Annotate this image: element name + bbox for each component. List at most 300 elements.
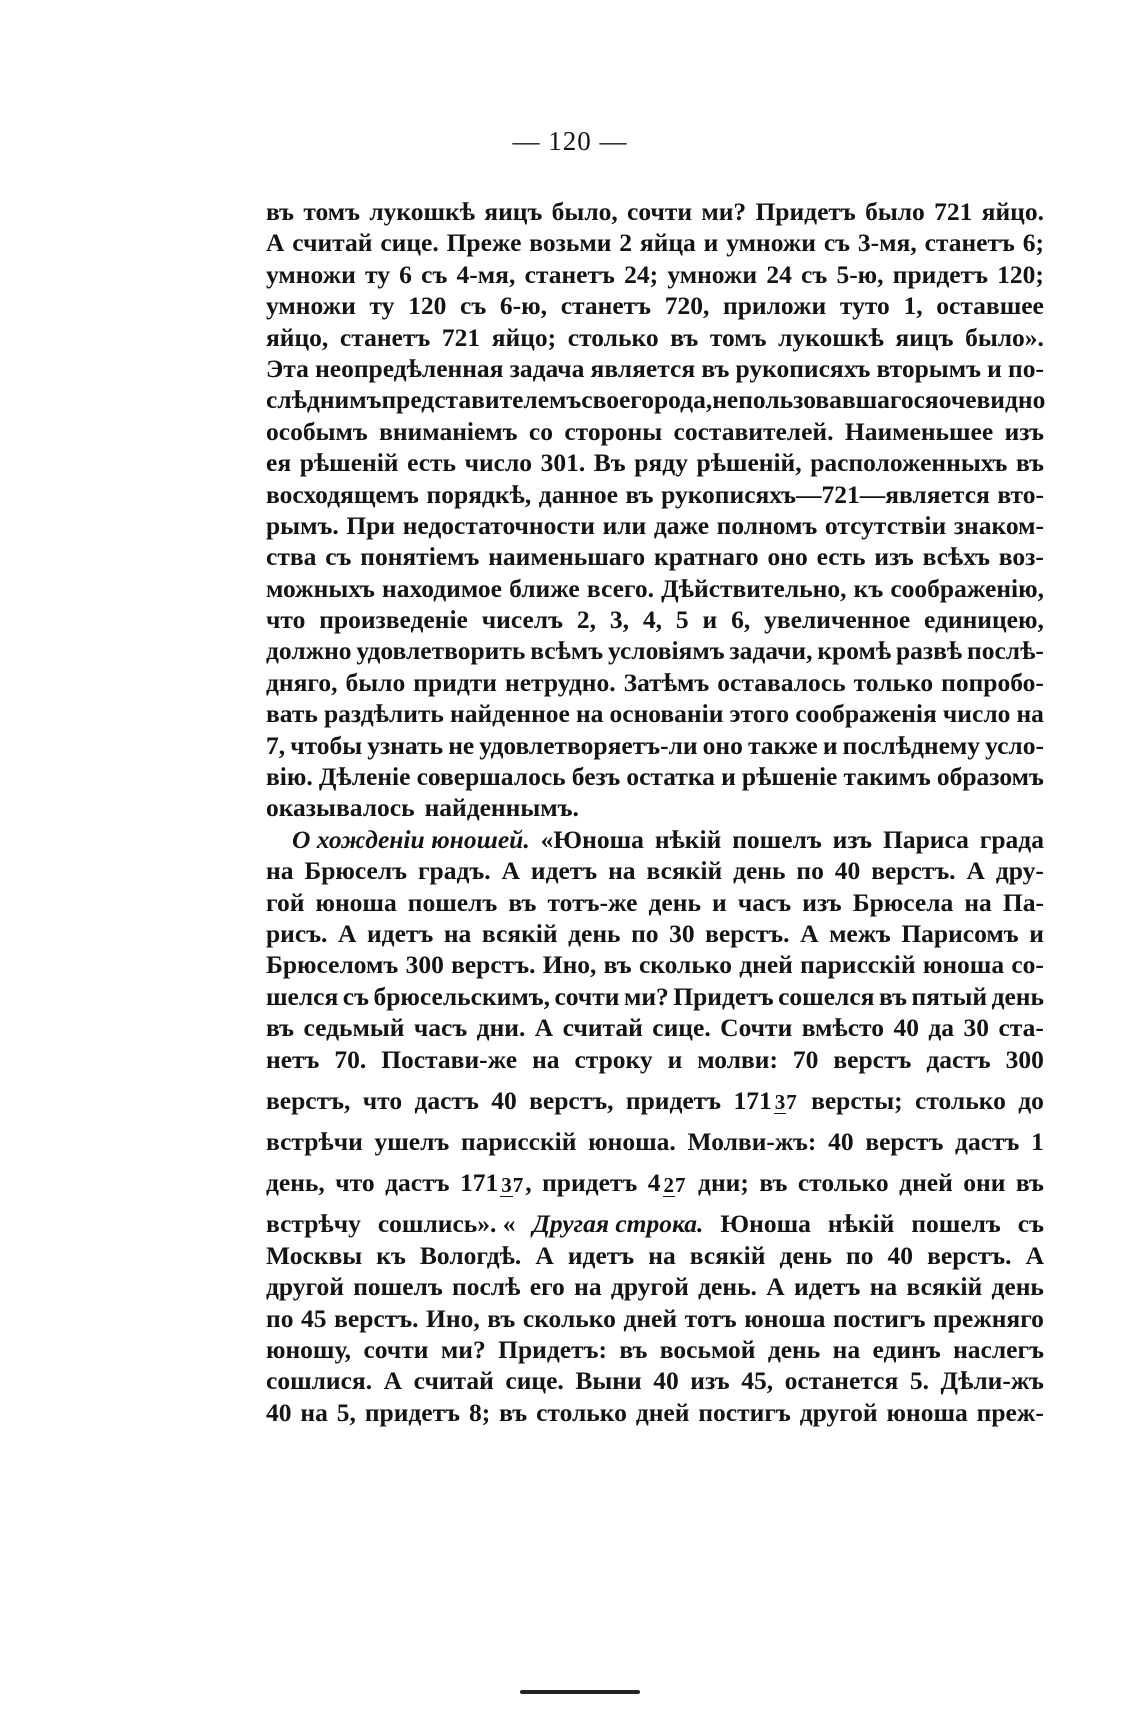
word: яицъ [895,322,954,352]
word: Сочти [720,1013,793,1043]
word: въ [619,1334,648,1364]
word: не [712,385,739,415]
mixed-fraction [733,1085,798,1116]
word: есть [816,542,866,572]
word: 6, [731,605,751,635]
word: Наименьшее [844,416,994,446]
word: А [383,1366,403,1396]
word: найденное [450,699,570,729]
word: вію. [266,762,313,792]
word: томъ [303,197,361,226]
word: вниманіемъ [379,416,518,446]
word: 4-мя, [456,259,516,289]
word: 24; [624,259,659,289]
fraction-numerator: 2 [663,1172,675,1197]
word: съ [823,228,851,258]
word: А [266,228,285,258]
word: вать [266,699,318,729]
word: 300 [405,950,444,980]
word: на [532,1044,560,1074]
word: данное [538,479,618,509]
word: рѣшеній, [696,448,802,478]
word: Дѣйствительно, [661,573,847,603]
word: считай [413,1366,494,1396]
word: въ [487,1303,516,1333]
word: 45 [301,1303,327,1333]
word: узнать [367,730,444,760]
word: и [987,353,1002,383]
word: Придетъ [673,981,774,1011]
word: совершалось [416,762,566,792]
word: всякій [481,918,558,948]
word: преж- [976,1397,1044,1427]
word: ряду [634,448,688,478]
word: своего [581,385,654,415]
word: станетъ [339,322,431,352]
word: 4, [642,605,662,635]
word: и [712,887,727,917]
word: 6-ю, [499,291,548,321]
word: на [300,1397,328,1427]
word: расположенныхъ [810,448,1008,478]
word: 7, [266,730,286,760]
word: даже [653,510,710,540]
text-line [266,1365,1044,1396]
word: туто [839,291,890,321]
word: оно [767,542,808,572]
word: дастъ [926,1044,991,1074]
word: Преже [446,228,522,258]
text-line [266,227,1044,258]
mixed-fraction [460,1167,532,1198]
word: тотъ-же [547,887,638,917]
text-line [266,918,1044,949]
word: слѣднимъ [266,385,382,415]
word: на [608,856,636,886]
word: 6 [399,259,412,289]
word: версты; [811,1085,903,1115]
word: прежняго [933,1303,1044,1333]
word: изъ [690,1366,730,1396]
word: града [979,824,1044,854]
word: въ [603,950,632,980]
word: соображенія [795,699,937,729]
word: идетъ [794,1272,861,1302]
word: находимое [382,573,502,603]
word: въ [508,887,537,917]
word: придетъ [364,1397,461,1427]
word: сице. [380,228,439,258]
word: яйца [639,228,696,258]
word: станетъ [560,291,652,321]
word: рукописяхъ [735,353,871,383]
mixed-fraction [648,1167,688,1198]
text-line [266,510,1044,541]
punct: , [525,1168,532,1198]
word: въ [670,322,699,352]
fraction-whole: 4 [647,1168,661,1198]
fraction-whole: 171 [459,1168,499,1198]
word: 5. [909,1366,929,1396]
word: умножи [266,259,356,289]
word: верстъ. [451,950,536,980]
word: парисскій [461,1126,577,1156]
word: Па- [1002,887,1044,917]
word: до [1018,1085,1044,1115]
word: дней [899,1168,953,1198]
word: въ [266,197,295,226]
word: да [928,1013,955,1043]
word: было [345,667,406,697]
word: основаніи [609,699,724,729]
word: юноша [922,950,1005,980]
word: молви: [697,1044,778,1074]
word: сколько [638,950,732,980]
word: что [335,1168,375,1198]
word: 24 [766,259,792,289]
word: Дѣленіе [318,762,411,792]
word: вторымъ [876,353,981,383]
word: день [991,981,1044,1011]
word: 40 [828,1126,854,1156]
word: съ [325,542,352,572]
word: Брюсела [852,887,954,917]
word: чиселъ [481,605,563,635]
word: А [766,1272,785,1302]
word: всего. [586,573,654,603]
word: должно [266,636,352,666]
word: сочти [554,981,620,1011]
fraction-denominator: 7 [512,1172,524,1197]
word: всѣмъ [530,636,604,666]
word: придетъ [542,1168,638,1198]
word: 40 [834,856,861,886]
word: 300 [1005,1044,1044,1074]
word: также [747,730,818,760]
word: сошлись». « [377,1209,516,1239]
word: пользовавшагося [738,385,939,415]
fraction-denominator: 7 [675,1172,686,1197]
word: задачи, [729,636,813,666]
text-line [266,479,1044,510]
word: Придетъ: [498,1334,607,1364]
word: 3-мя, [857,228,917,258]
word: дастъ [955,1126,1020,1156]
text-line [266,196,1044,227]
word: седьмый [303,1013,405,1043]
word: 40 [266,1397,292,1427]
word: представителемъ [381,385,582,415]
word: на [648,1240,676,1270]
word: послѣднему [842,730,981,760]
word: юношу, [266,1334,352,1364]
word: есть [407,448,457,478]
word: А [800,918,819,948]
word: съ [1017,1209,1044,1239]
word: сице. [652,1013,711,1043]
text-line [266,447,1044,478]
text-line [266,1397,1044,1428]
text-line [266,730,1044,761]
fraction [774,1091,797,1114]
text-line [266,290,1044,321]
word: и [667,1044,683,1074]
fraction-denominator: 7 [786,1090,797,1115]
word: чтобы [290,730,363,760]
word: сошлися. [266,1366,373,1396]
word: умножи [726,228,816,258]
word: они [963,1168,1006,1198]
word: вто- [997,479,1044,509]
word: нетрудно. [505,667,616,697]
word: найденнымъ. [424,793,579,823]
word: кратнаго [654,542,759,572]
word: градъ. [417,856,491,886]
word: что [362,1085,403,1115]
word: въ [878,981,907,1011]
word: встрѣчи [266,1126,363,1156]
word: оставшее [936,291,1044,321]
word: дняго, [266,667,338,697]
word: Эта [266,353,309,383]
word: останется [784,1366,899,1396]
text-line [266,573,1044,604]
word: дней [635,1397,690,1427]
word: 6; [1022,228,1044,258]
text-line [266,1044,1044,1075]
word: 120 [408,291,447,321]
word: часъ [737,887,792,917]
word: и [1029,918,1044,948]
word: 70 [792,1044,819,1074]
word: раздѣлить [323,699,444,729]
word: послѣ- [967,636,1044,666]
word: день [733,856,786,886]
word: сошелся [778,981,875,1011]
word: При [346,510,396,540]
word: дней [623,1303,678,1333]
word: дастъ [414,1085,479,1115]
page-number: — 120 — [512,126,628,156]
word: на [964,887,992,917]
word: юноша [744,1303,826,1333]
word: ства [266,542,317,572]
word: порядкѣ, [426,479,532,509]
section-title: О хожденіи юношей. [292,824,530,854]
text-line [266,981,1044,1012]
word: 720, [664,291,710,321]
word: столько [567,322,659,352]
word: его [529,1272,565,1302]
word: верстъ. [871,856,956,886]
word: рода, [653,385,713,415]
word: яйцо, [266,322,329,352]
word: наименьшаго [488,542,646,572]
fraction [663,1174,686,1197]
word: полномъ [716,510,818,540]
word: юноша [886,1397,968,1427]
word: межъ [829,918,891,948]
word: 30 [669,918,695,948]
word: по [266,1303,294,1333]
word: 70. [334,1044,367,1074]
word: день [648,887,701,917]
word: нѣкій [654,824,722,854]
word: 1 [1031,1126,1044,1156]
word: всякій [646,856,723,886]
word: другой [266,1272,344,1302]
word: является [590,353,696,383]
word: А [966,856,985,886]
word: рукописяхъ—721—является [661,479,990,509]
text-line [266,1240,1044,1271]
word: или [602,510,647,540]
word: оказывалось [266,793,415,823]
word: единъ [872,1334,941,1364]
text-line [266,667,1044,698]
word: на [869,1272,898,1302]
word: и [822,730,838,760]
text-line [266,604,1044,635]
word: сочти [363,1334,429,1364]
word: знаком- [953,510,1044,540]
word: остатка [626,762,715,792]
word: съ [801,259,828,289]
word: 2, [576,605,596,635]
word: 40 [887,1240,914,1270]
fraction-whole: 171 [733,1085,772,1115]
word: Постави-же [381,1044,518,1074]
word: Въ [593,448,626,478]
word: такимъ [843,762,931,792]
text-line [266,1075,1044,1126]
word: попробо- [941,667,1044,697]
word: на [574,1272,602,1302]
word: со [528,416,553,446]
word: ста- [998,1013,1044,1043]
word: въ [759,1168,788,1198]
text-line [266,761,1044,792]
word: ея [266,448,292,478]
word: произведеніе [319,605,468,635]
word: придетъ [625,1085,722,1115]
word: всякій [906,1272,983,1302]
word: томъ [709,322,767,352]
word: верстъ. [334,1303,419,1333]
text-line [266,1208,1044,1239]
word: ми? [440,1334,486,1364]
word: и [721,762,736,792]
word: въ [1015,1168,1044,1198]
word: послѣ [452,1272,521,1302]
word: условіямъ [607,636,725,666]
word: день [991,1272,1044,1302]
text-line [266,792,1044,823]
word: возьми [529,228,612,258]
word: ми? [701,197,747,226]
word: дни; [698,1168,749,1198]
word: пятый [911,981,988,1011]
word: образомъ [936,762,1044,792]
word: тотъ [684,1303,737,1333]
word: рисъ. [266,918,328,948]
word: умножи [667,259,758,289]
word: въ [499,1397,528,1427]
word: считай [562,1013,643,1043]
word: изъ [802,887,842,917]
word: 40 [491,1085,517,1115]
word: ми? [623,981,669,1011]
word: всякій [689,1240,766,1270]
word: вмѣсто [801,1013,884,1043]
word: число [942,699,1011,729]
word: Юноша [720,1209,811,1239]
text-line [266,1126,1044,1157]
word: изъ [874,542,914,572]
text-line [266,353,1044,384]
word: пошелъ [407,887,498,917]
word: дру- [995,856,1044,886]
word: неопредѣленная [315,353,504,383]
word: А [338,918,357,948]
word: 5-ю, [836,259,884,289]
word: оставалось [717,667,846,697]
text-line [266,1012,1044,1043]
word: Брюселъ [304,856,408,886]
word: рѣшеніе [741,762,838,792]
word: всѣхъ [922,542,990,572]
word: удовлетворяетъ-ли [479,730,698,760]
word: 2 [619,228,632,258]
word: столько [536,1397,627,1427]
word: Дѣли-жъ [940,1366,1044,1396]
word: воз- [998,542,1044,572]
word: 40 [893,1013,919,1043]
word: и [703,228,719,258]
word: недостаточности [402,510,595,540]
word: лукошкѣ [778,322,884,352]
fraction-numerator: 3 [501,1172,512,1197]
word: было». [965,322,1044,352]
word: было [865,197,925,226]
word: восходящемъ [266,479,419,509]
word: съ [460,291,487,321]
word: съ [421,259,448,289]
word: идетъ [567,1240,635,1270]
word: соображенію, [890,573,1044,603]
word: станетъ [524,259,615,289]
word: со- [1011,950,1044,980]
word: парисскій [800,950,916,980]
text-line [266,1334,1044,1365]
word: составителей. [673,416,834,446]
word: дастъ [385,1168,450,1198]
word: Ино, [426,1303,480,1333]
word: по [796,856,824,886]
text-line [266,384,1044,415]
word: умножи [266,291,356,321]
word: на [266,856,294,886]
word: рѣшеній [299,448,399,478]
word: верстъ. [705,918,790,948]
word: нетъ [266,1044,320,1074]
word: шелся [266,981,339,1011]
word: развѣ [895,636,963,666]
word: А [501,856,520,886]
word: 120; [997,259,1044,289]
word: Москвы [266,1240,363,1270]
word: пошелъ [353,1272,443,1302]
